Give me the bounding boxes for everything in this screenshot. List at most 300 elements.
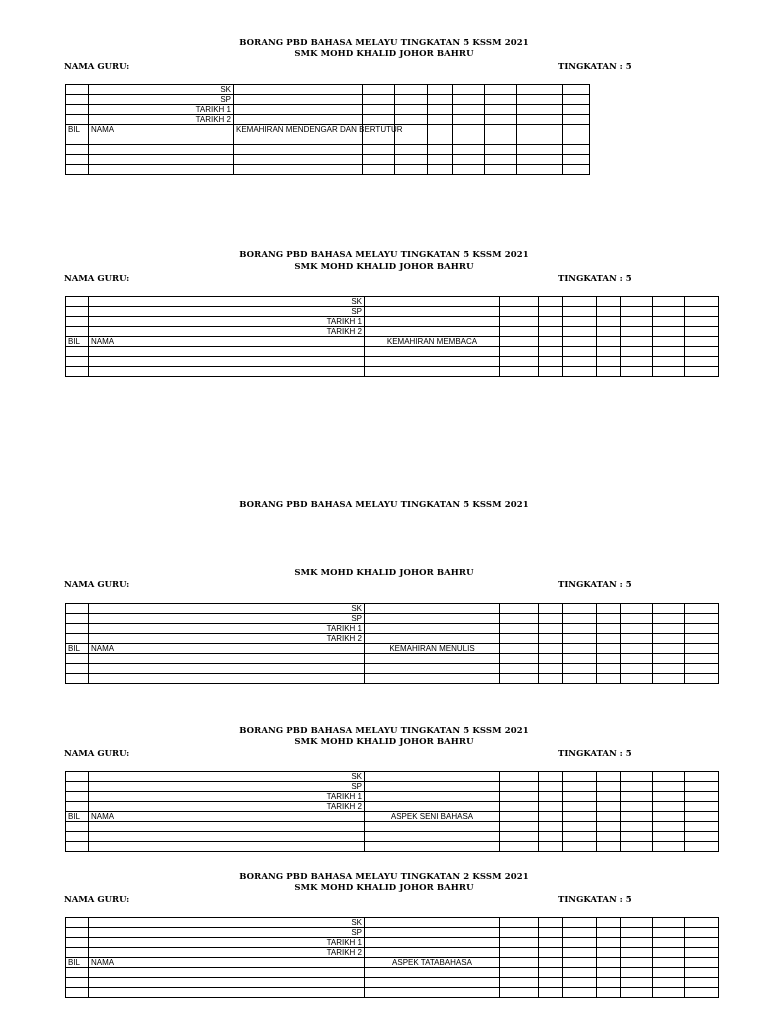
table-cell[interactable] [395, 165, 428, 175]
table-cell[interactable] [539, 928, 563, 938]
table-cell[interactable] [365, 604, 500, 614]
table-cell[interactable] [453, 115, 485, 125]
table-cell[interactable] [500, 674, 539, 684]
table-cell[interactable] [500, 307, 539, 317]
table-cell[interactable] [563, 337, 597, 347]
table-cell[interactable] [563, 674, 597, 684]
table-cell[interactable] [653, 624, 685, 634]
table-cell[interactable] [66, 327, 89, 337]
table-cell[interactable] [685, 634, 719, 644]
table-cell[interactable] [621, 327, 653, 337]
table-cell[interactable] [500, 842, 539, 852]
table-cell[interactable] [597, 624, 621, 634]
table-cell[interactable] [621, 664, 653, 674]
table-cell[interactable] [653, 772, 685, 782]
table-cell[interactable] [597, 928, 621, 938]
table-cell[interactable] [395, 105, 428, 115]
table-cell[interactable] [365, 938, 500, 948]
table-cell[interactable] [365, 918, 500, 928]
table-cell[interactable] [597, 317, 621, 327]
table-cell[interactable] [563, 145, 590, 155]
table-cell[interactable] [653, 644, 685, 654]
table-cell[interactable] [621, 772, 653, 782]
table-cell[interactable] [539, 918, 563, 928]
table-cell[interactable] [597, 644, 621, 654]
table-cell[interactable] [539, 978, 563, 988]
table-cell[interactable] [539, 614, 563, 624]
table-cell[interactable] [485, 125, 517, 145]
table-cell[interactable] [653, 337, 685, 347]
table-cell[interactable] [597, 832, 621, 842]
table-cell[interactable] [653, 822, 685, 832]
table-cell[interactable] [621, 337, 653, 347]
table-cell[interactable] [500, 367, 539, 377]
table-cell[interactable] [563, 918, 597, 928]
table-cell[interactable] [685, 822, 719, 832]
table-cell[interactable] [563, 832, 597, 842]
table-cell[interactable] [685, 614, 719, 624]
table-cell[interactable] [597, 297, 621, 307]
table-cell[interactable] [500, 654, 539, 664]
table-cell[interactable] [621, 307, 653, 317]
table-cell[interactable] [539, 624, 563, 634]
table-cell[interactable] [485, 165, 517, 175]
table-cell[interactable] [563, 327, 597, 337]
table-cell[interactable] [563, 317, 597, 327]
table-cell[interactable] [395, 115, 428, 125]
table-cell[interactable] [500, 938, 539, 948]
table-cell[interactable] [597, 367, 621, 377]
table-cell[interactable] [621, 978, 653, 988]
table-cell[interactable] [685, 948, 719, 958]
table-cell[interactable] [563, 968, 597, 978]
table-cell[interactable] [539, 802, 563, 812]
table-cell[interactable] [395, 145, 428, 155]
table-cell[interactable] [539, 654, 563, 664]
table-cell[interactable] [365, 317, 500, 327]
table-cell[interactable] [539, 968, 563, 978]
table-cell[interactable] [563, 95, 590, 105]
table-cell[interactable] [500, 832, 539, 842]
table-cell[interactable] [539, 938, 563, 948]
table-cell[interactable] [66, 782, 89, 792]
table-cell[interactable] [363, 155, 395, 165]
table-cell[interactable] [500, 317, 539, 327]
table-cell[interactable] [365, 928, 500, 938]
table-cell[interactable] [66, 115, 89, 125]
table-cell[interactable] [653, 958, 685, 968]
table-cell[interactable] [685, 624, 719, 634]
table-cell[interactable] [563, 928, 597, 938]
table-cell[interactable] [363, 145, 395, 155]
table-cell[interactable] [563, 664, 597, 674]
table-cell[interactable] [500, 948, 539, 958]
table-cell[interactable] [363, 115, 395, 125]
table-cell[interactable] [428, 125, 453, 145]
table-cell[interactable] [453, 125, 485, 145]
table-cell[interactable] [685, 928, 719, 938]
table-cell[interactable] [621, 347, 653, 357]
table-cell[interactable] [453, 155, 485, 165]
table-cell[interactable] [234, 85, 363, 95]
table-cell[interactable] [365, 624, 500, 634]
table-cell[interactable] [653, 634, 685, 644]
table-cell[interactable] [500, 634, 539, 644]
table-cell[interactable] [621, 317, 653, 327]
table-cell[interactable] [685, 297, 719, 307]
table-cell[interactable] [517, 165, 563, 175]
table-cell[interactable] [365, 948, 500, 958]
table-cell[interactable] [485, 85, 517, 95]
table-cell[interactable] [563, 654, 597, 664]
table-cell[interactable] [539, 664, 563, 674]
table-cell[interactable] [395, 95, 428, 105]
table-cell[interactable] [653, 978, 685, 988]
table-cell[interactable] [563, 958, 597, 968]
table-cell[interactable] [653, 948, 685, 958]
table-cell[interactable] [685, 307, 719, 317]
table-cell[interactable] [563, 604, 597, 614]
table-cell[interactable] [597, 978, 621, 988]
table-cell[interactable] [597, 674, 621, 684]
table-cell[interactable] [685, 654, 719, 664]
table-cell[interactable] [539, 337, 563, 347]
table-cell[interactable] [539, 644, 563, 654]
table-cell[interactable] [597, 802, 621, 812]
table-cell[interactable] [539, 812, 563, 822]
table-cell[interactable] [234, 95, 363, 105]
table-cell[interactable] [363, 85, 395, 95]
table-cell[interactable] [539, 327, 563, 337]
table-cell[interactable] [653, 812, 685, 822]
table-cell[interactable] [500, 782, 539, 792]
table-cell[interactable] [653, 357, 685, 367]
table-cell[interactable] [539, 604, 563, 614]
table-cell[interactable] [500, 347, 539, 357]
table-cell[interactable] [653, 327, 685, 337]
table-cell[interactable] [365, 614, 500, 624]
table-cell[interactable] [365, 792, 500, 802]
table-cell[interactable] [500, 624, 539, 634]
table-cell[interactable] [517, 155, 563, 165]
table-cell[interactable] [234, 105, 363, 115]
table-cell[interactable] [66, 772, 89, 782]
table-cell[interactable] [685, 968, 719, 978]
table-cell[interactable] [563, 948, 597, 958]
table-cell[interactable] [365, 802, 500, 812]
table-cell[interactable] [685, 664, 719, 674]
table-cell[interactable] [539, 634, 563, 644]
table-cell[interactable] [563, 614, 597, 624]
table-cell[interactable] [621, 802, 653, 812]
table-cell[interactable] [66, 634, 89, 644]
table-cell[interactable] [395, 155, 428, 165]
table-cell[interactable] [453, 95, 485, 105]
table-cell[interactable] [517, 145, 563, 155]
table-cell[interactable] [517, 85, 563, 95]
table-cell[interactable] [685, 988, 719, 998]
table-cell[interactable] [66, 948, 89, 958]
table-cell[interactable] [517, 105, 563, 115]
table-cell[interactable] [500, 918, 539, 928]
table-cell[interactable] [500, 988, 539, 998]
table-cell[interactable] [597, 634, 621, 644]
table-cell[interactable] [685, 604, 719, 614]
table-cell[interactable] [500, 614, 539, 624]
table-cell[interactable] [500, 297, 539, 307]
table-cell[interactable] [621, 968, 653, 978]
table-cell[interactable] [653, 654, 685, 664]
table-cell[interactable] [653, 802, 685, 812]
table-cell[interactable] [685, 802, 719, 812]
table-cell[interactable] [685, 357, 719, 367]
table-cell[interactable] [539, 832, 563, 842]
table-cell[interactable] [563, 297, 597, 307]
table-cell[interactable] [66, 802, 89, 812]
table-cell[interactable] [653, 307, 685, 317]
table-cell[interactable] [539, 988, 563, 998]
table-cell[interactable] [539, 772, 563, 782]
table-cell[interactable] [563, 792, 597, 802]
table-cell[interactable] [563, 772, 597, 782]
table-cell[interactable] [563, 802, 597, 812]
table-cell[interactable] [653, 988, 685, 998]
table-cell[interactable] [685, 317, 719, 327]
table-cell[interactable] [485, 155, 517, 165]
table-cell[interactable] [563, 165, 590, 175]
table-cell[interactable] [563, 842, 597, 852]
table-cell[interactable] [428, 155, 453, 165]
table-cell[interactable] [621, 938, 653, 948]
table-cell[interactable] [517, 95, 563, 105]
table-cell[interactable] [621, 634, 653, 644]
table-cell[interactable] [563, 347, 597, 357]
table-cell[interactable] [597, 654, 621, 664]
table-cell[interactable] [363, 165, 395, 175]
table-cell[interactable] [685, 367, 719, 377]
table-cell[interactable] [621, 297, 653, 307]
table-cell[interactable] [365, 634, 500, 644]
table-cell[interactable] [563, 988, 597, 998]
table-cell[interactable] [621, 614, 653, 624]
table-cell[interactable] [428, 85, 453, 95]
table-cell[interactable] [485, 115, 517, 125]
table-cell[interactable] [621, 842, 653, 852]
table-cell[interactable] [563, 105, 590, 115]
table-cell[interactable] [597, 327, 621, 337]
table-cell[interactable] [66, 614, 89, 624]
table-cell[interactable] [539, 842, 563, 852]
table-cell[interactable] [66, 297, 89, 307]
table-cell[interactable] [597, 604, 621, 614]
table-cell[interactable] [539, 948, 563, 958]
table-cell[interactable] [653, 664, 685, 674]
table-cell[interactable] [428, 145, 453, 155]
table-cell[interactable] [563, 125, 590, 145]
table-cell[interactable] [685, 918, 719, 928]
table-cell[interactable] [597, 664, 621, 674]
table-cell[interactable] [685, 792, 719, 802]
table-cell[interactable] [685, 644, 719, 654]
table-cell[interactable] [500, 822, 539, 832]
table-cell[interactable] [563, 782, 597, 792]
table-cell[interactable] [621, 782, 653, 792]
table-cell[interactable] [66, 918, 89, 928]
table-cell[interactable] [653, 297, 685, 307]
table-cell[interactable] [653, 674, 685, 684]
table-cell[interactable] [500, 958, 539, 968]
table-cell[interactable] [597, 337, 621, 347]
table-cell[interactable] [563, 812, 597, 822]
table-cell[interactable] [500, 928, 539, 938]
table-cell[interactable] [685, 347, 719, 357]
table-cell[interactable] [653, 792, 685, 802]
table-cell[interactable] [539, 822, 563, 832]
table-cell[interactable] [563, 85, 590, 95]
table-cell[interactable] [685, 782, 719, 792]
table-cell[interactable] [597, 988, 621, 998]
table-cell[interactable] [500, 812, 539, 822]
table-cell[interactable] [621, 988, 653, 998]
table-cell[interactable] [517, 115, 563, 125]
table-cell[interactable] [597, 948, 621, 958]
table-cell[interactable] [517, 125, 563, 145]
table-cell[interactable] [563, 978, 597, 988]
table-cell[interactable] [597, 782, 621, 792]
table-cell[interactable] [500, 644, 539, 654]
table-cell[interactable] [539, 347, 563, 357]
table-cell[interactable] [428, 115, 453, 125]
table-cell[interactable] [539, 307, 563, 317]
table-cell[interactable] [539, 792, 563, 802]
table-cell[interactable] [539, 782, 563, 792]
table-cell[interactable] [653, 347, 685, 357]
table-cell[interactable] [621, 918, 653, 928]
table-cell[interactable] [685, 812, 719, 822]
table-cell[interactable] [539, 674, 563, 684]
table-cell[interactable] [597, 357, 621, 367]
table-cell[interactable] [685, 674, 719, 684]
table-cell[interactable] [66, 307, 89, 317]
table-cell[interactable] [653, 367, 685, 377]
table-cell[interactable] [363, 95, 395, 105]
table-cell[interactable] [365, 772, 500, 782]
table-cell[interactable] [621, 812, 653, 822]
table-cell[interactable] [653, 918, 685, 928]
table-cell[interactable] [621, 948, 653, 958]
table-cell[interactable] [621, 644, 653, 654]
table-cell[interactable] [621, 822, 653, 832]
table-cell[interactable] [66, 95, 89, 105]
table-cell[interactable] [653, 782, 685, 792]
table-cell[interactable] [621, 604, 653, 614]
table-cell[interactable] [685, 938, 719, 948]
table-cell[interactable] [621, 958, 653, 968]
table-cell[interactable] [597, 958, 621, 968]
table-cell[interactable] [539, 317, 563, 327]
table-cell[interactable] [485, 105, 517, 115]
table-cell[interactable] [653, 832, 685, 842]
table-cell[interactable] [597, 968, 621, 978]
table-cell[interactable] [365, 297, 500, 307]
table-cell[interactable] [563, 634, 597, 644]
table-cell[interactable] [365, 782, 500, 792]
table-cell[interactable] [365, 327, 500, 337]
table-cell[interactable] [597, 812, 621, 822]
table-cell[interactable] [685, 842, 719, 852]
table-cell[interactable] [563, 822, 597, 832]
table-cell[interactable] [597, 772, 621, 782]
table-cell[interactable] [453, 105, 485, 115]
table-cell[interactable] [621, 624, 653, 634]
table-cell[interactable] [621, 357, 653, 367]
table-cell[interactable] [66, 105, 89, 115]
table-cell[interactable] [563, 307, 597, 317]
table-cell[interactable] [685, 832, 719, 842]
table-cell[interactable] [563, 938, 597, 948]
table-cell[interactable] [621, 832, 653, 842]
table-cell[interactable] [685, 327, 719, 337]
table-cell[interactable] [621, 928, 653, 938]
table-cell[interactable] [563, 155, 590, 165]
table-cell[interactable] [428, 105, 453, 115]
table-cell[interactable] [653, 317, 685, 327]
table-cell[interactable] [685, 978, 719, 988]
table-cell[interactable] [539, 958, 563, 968]
table-cell[interactable] [539, 367, 563, 377]
table-cell[interactable] [485, 95, 517, 105]
table-cell[interactable] [653, 928, 685, 938]
table-cell[interactable] [653, 604, 685, 614]
table-cell[interactable] [428, 95, 453, 105]
table-cell[interactable] [500, 604, 539, 614]
table-cell[interactable] [500, 792, 539, 802]
table-cell[interactable] [500, 664, 539, 674]
table-cell[interactable] [685, 772, 719, 782]
table-cell[interactable] [500, 978, 539, 988]
table-cell[interactable] [563, 644, 597, 654]
table-cell[interactable] [539, 357, 563, 367]
table-cell[interactable] [563, 367, 597, 377]
table-cell[interactable] [685, 958, 719, 968]
table-cell[interactable] [653, 614, 685, 624]
table-cell[interactable] [363, 105, 395, 115]
table-cell[interactable] [66, 604, 89, 614]
table-cell[interactable] [66, 792, 89, 802]
table-cell[interactable] [597, 614, 621, 624]
table-cell[interactable] [453, 145, 485, 155]
table-cell[interactable] [653, 938, 685, 948]
table-cell[interactable] [597, 938, 621, 948]
table-cell[interactable] [500, 327, 539, 337]
table-cell[interactable] [563, 357, 597, 367]
table-cell[interactable] [597, 822, 621, 832]
table-cell[interactable] [66, 928, 89, 938]
table-cell[interactable] [365, 307, 500, 317]
table-cell[interactable] [597, 347, 621, 357]
table-cell[interactable] [428, 165, 453, 175]
table-cell[interactable] [653, 842, 685, 852]
table-cell[interactable] [234, 115, 363, 125]
table-cell[interactable] [453, 165, 485, 175]
table-cell[interactable] [66, 317, 89, 327]
table-cell[interactable] [500, 772, 539, 782]
table-cell[interactable] [485, 145, 517, 155]
table-cell[interactable] [621, 367, 653, 377]
table-cell[interactable] [597, 307, 621, 317]
table-cell[interactable] [563, 115, 590, 125]
table-cell[interactable] [500, 968, 539, 978]
